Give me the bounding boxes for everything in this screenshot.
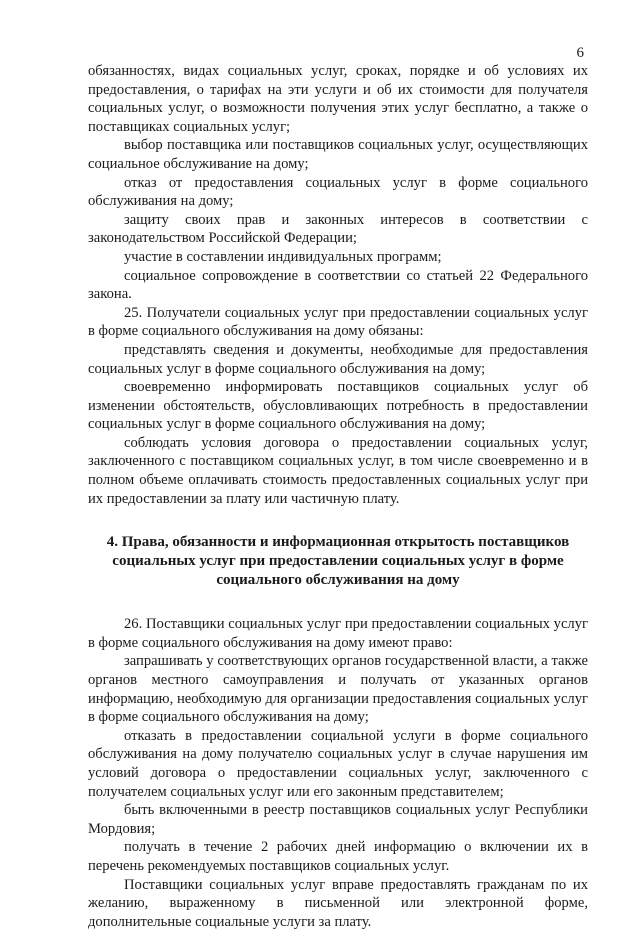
clause-26: 26. Поставщики социальных услуг при предоставлении социальных услуг в форме социального обслуживания на дому имеют право: xyxy=(88,616,588,651)
list-item-refusal: отказ от предоставления социальных услуг в форме социального обслуживания на дому; xyxy=(88,174,588,210)
paragraph-continuation: обязанностях, видах социальных услуг, сроках, порядке и об условиях их предоставления, о тарифах на эти услуги и об их стоимости для получателя социальных услуг, о возможности получения этих услуг бесплатно, а также о поставщиках социальных услуг; xyxy=(88,63,588,135)
section-heading: 4. Права, обязанности и информационная открытость поставщиков социальных услуг при предоставлении социальных услуг в форме социального обслуживания на дому xyxy=(106,534,570,589)
list-item-receive-info: получать в течение 2 рабочих дней информацию о включении их в перечень рекомендуемых поставщиков социальных услуг. xyxy=(88,839,588,874)
list-item-social-support: социальное сопровождение в соответствии со статьей 22 Федерального закона. xyxy=(88,267,588,303)
list-item-choose-provider: выбор поставщика или поставщиков социальных услуг, осуществляющих социальное обслуживание на дому; xyxy=(88,137,588,172)
clause-25: 25. Получатели социальных услуг при предоставлении социальных услуг в форме социального обслуживания на дому обязаны: xyxy=(88,304,588,340)
paragraph-additional-services: Поставщики социальных услуг вправе предоставлять гражданам по их желанию, выраженному в письменной или электронной форме, дополнительные социальные услуги за плату. xyxy=(88,876,588,930)
list-item-individual-programs: участие в составлении индивидуальных программ; xyxy=(124,248,442,265)
list-item-rights-protection: защиту своих прав и законных интересов в соответствии с законодательством Российской Федерации; xyxy=(88,211,588,247)
document-body xyxy=(88,62,588,931)
page-number: 6 xyxy=(576,45,584,61)
list-item-registry: быть включенными в реестр поставщиков социальных услуг Республики Мордовия; xyxy=(88,802,588,837)
list-item-request-info: запрашивать у соответствующих органов государственной власти, а также органов местного самоуправления и получать от указанных органов информацию, необходимую для организации предоставления социальных услуг в форме социального обслуживания на дому; xyxy=(88,653,588,726)
list-item-inform-providers: своевременно информировать поставщиков социальных услуг об изменении обстоятельств, обусловливающих потребность в предоставлении социальных услуг в форме социального обслуживания на дому; xyxy=(88,379,588,433)
list-item-provide-documents: представлять сведения и документы, необходимые для предоставления социальных услуг в форме социального обслуживания на дому; xyxy=(88,341,588,377)
list-item-comply-contract: соблюдать условия договора о предоставлении социальных услуг, заключенного с поставщиком социальных услуг, в том числе своевременно и в полном объеме оплачивать стоимость предоставленных социальных услуг при их предоставлении за плату или частичную плату. xyxy=(88,434,588,507)
list-item-refuse-service: отказать в предоставлении социальной услуги в форме социального обслуживания на дому получателю социальных услуг в случае нарушения им условий договора о предоставлении социальных услуг, заключенного с получателем социальных услуг или его законным представителем; xyxy=(88,727,588,800)
